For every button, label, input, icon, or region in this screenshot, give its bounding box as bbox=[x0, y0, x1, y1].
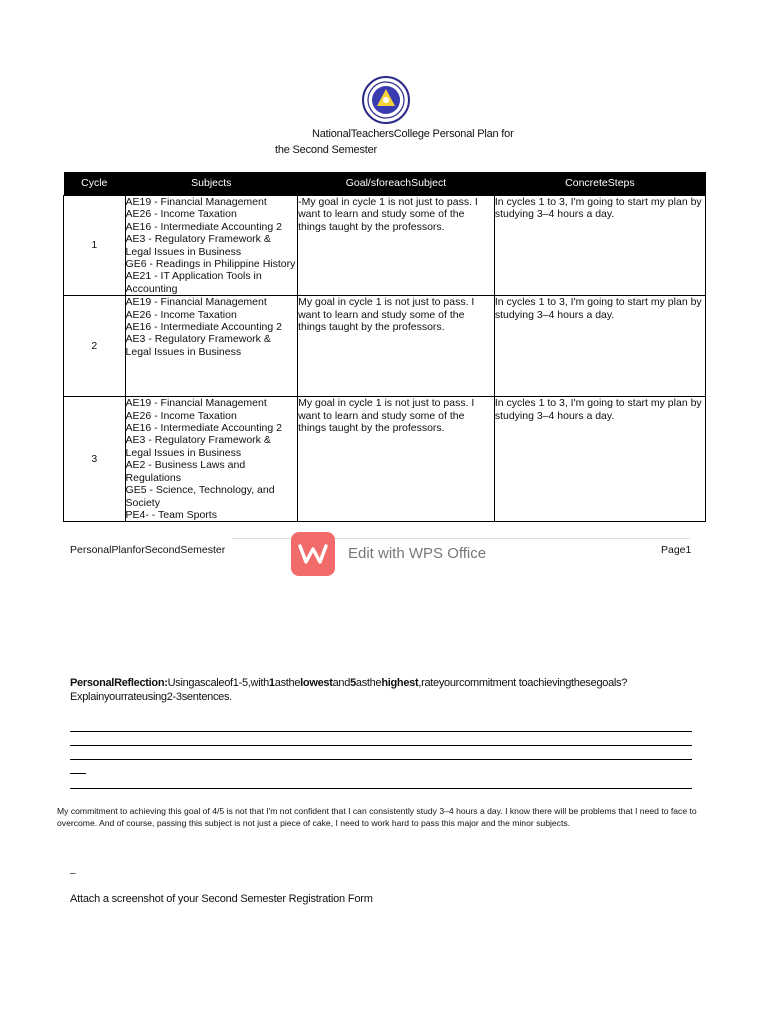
subjects-cell bbox=[125, 296, 298, 397]
subject-item: AE2 - Business Laws and Regulations bbox=[125, 459, 246, 484]
subject-item: AE19 - Financial Management bbox=[125, 397, 267, 410]
goal-cell: -My goal in cycle 1 is not just to pass. I want to learn and study some of the things taught by the professors. bbox=[298, 196, 495, 296]
subject-item: AE26 - Income Taxation bbox=[125, 208, 237, 221]
subject-item: AE16 - Intermediate Accounting 2 bbox=[125, 220, 282, 233]
college-seal-logo bbox=[362, 76, 410, 124]
footer-doc-name: PersonalPlanforSecondSemester bbox=[70, 544, 226, 556]
subjects-cell bbox=[125, 397, 298, 522]
col-goals: Goal/sforeachSubject bbox=[298, 172, 495, 196]
goal-cell: My goal in cycle 1 is not just to pass. I want to learn and study some of the things taught by the professors. bbox=[298, 296, 495, 397]
col-subjects: Subjects bbox=[125, 172, 298, 196]
goal-cell: My goal in cycle 1 is not just to pass. I want to learn and study some of the things taught by the professors. bbox=[298, 397, 495, 522]
subject-item: AE26 - Income Taxation bbox=[125, 409, 237, 422]
dash-mark: – bbox=[70, 868, 76, 879]
table-row bbox=[64, 296, 706, 397]
registration-form-label: Second Semester Registration Form bbox=[201, 893, 373, 905]
answer-line-short bbox=[70, 773, 86, 774]
cycle-number: 3 bbox=[64, 397, 126, 522]
answer-line bbox=[70, 788, 692, 789]
subject-item: AE21 - IT Application Tools in Accounting bbox=[125, 270, 262, 295]
subject-item: AE19 - Financial Management bbox=[125, 296, 267, 309]
subject-item: AE19 - Financial Management bbox=[125, 196, 267, 208]
reflection-answer: My commitment to achieving this goal of 4/5 is not that I'm not confident that I can consistently study 3–4 hours a day. I know there will be problems that I need to face to overcome. And of course, passing this subject is not just a piece of cake, I need to work hard to pass this major and the minor subjects. bbox=[57, 806, 697, 828]
subject-item: AE3 - Regulatory Framework & Legal Issues in Business bbox=[125, 333, 271, 358]
table-row bbox=[64, 397, 706, 522]
cycle-number: 2 bbox=[64, 296, 126, 397]
plan-table bbox=[63, 172, 706, 522]
col-cycle: Cycle bbox=[64, 172, 126, 196]
plan-title: NationalTeachersCollege Personal Plan for bbox=[312, 128, 514, 140]
answer-line bbox=[70, 731, 692, 732]
col-steps: ConcreteSteps bbox=[494, 172, 705, 196]
subject-item: AE26 - Income Taxation bbox=[125, 308, 237, 321]
cycle-number: 1 bbox=[64, 196, 126, 296]
table-row bbox=[64, 196, 706, 296]
footer-page-number: Page1 bbox=[661, 544, 692, 556]
subject-item: AE16 - Intermediate Accounting 2 bbox=[125, 321, 282, 334]
reflection-label: PersonalReflection: bbox=[70, 677, 168, 689]
subject-item: AE16 - Intermediate Accounting 2 bbox=[125, 422, 282, 435]
plan-subtitle: the Second Semester bbox=[275, 144, 377, 156]
steps-cell: In cycles 1 to 3, I'm going to start my plan by studying 3–4 hours a day. bbox=[494, 196, 705, 296]
wps-logo-icon[interactable] bbox=[291, 532, 335, 576]
answer-line bbox=[70, 759, 692, 760]
wps-edit-link[interactable]: Edit with WPS Office bbox=[348, 545, 487, 562]
answer-line bbox=[70, 745, 692, 746]
attach-instruction: Attach a screenshot of your Second Semester Registration Form bbox=[70, 893, 373, 905]
subject-item: AE3 - Regulatory Framework & Legal Issues in Business bbox=[125, 233, 271, 258]
subject-item: GE5 - Science, Technology, and Society bbox=[125, 484, 275, 509]
subject-item: GE6 - Readings in Philippine History bbox=[125, 258, 296, 271]
steps-cell: In cycles 1 to 3, I'm going to start my plan by studying 3–4 hours a day. bbox=[494, 397, 705, 522]
steps-cell: In cycles 1 to 3, I'm going to start my plan by studying 3–4 hours a day. bbox=[494, 296, 705, 397]
table-header-row bbox=[64, 172, 706, 196]
subject-item: AE3 - Regulatory Framework & Legal Issues in Business bbox=[125, 434, 271, 459]
reflection-prompt: PersonalReflection:Usingascaleof1-5,with1asthelowestand5asthehighest,rateyourcommitment toachievingthesegoals?Explainyourrateusing2-3sentences. bbox=[70, 677, 628, 703]
subject-item: PE4- - Team Sports bbox=[125, 508, 217, 521]
subjects-cell bbox=[125, 196, 298, 296]
